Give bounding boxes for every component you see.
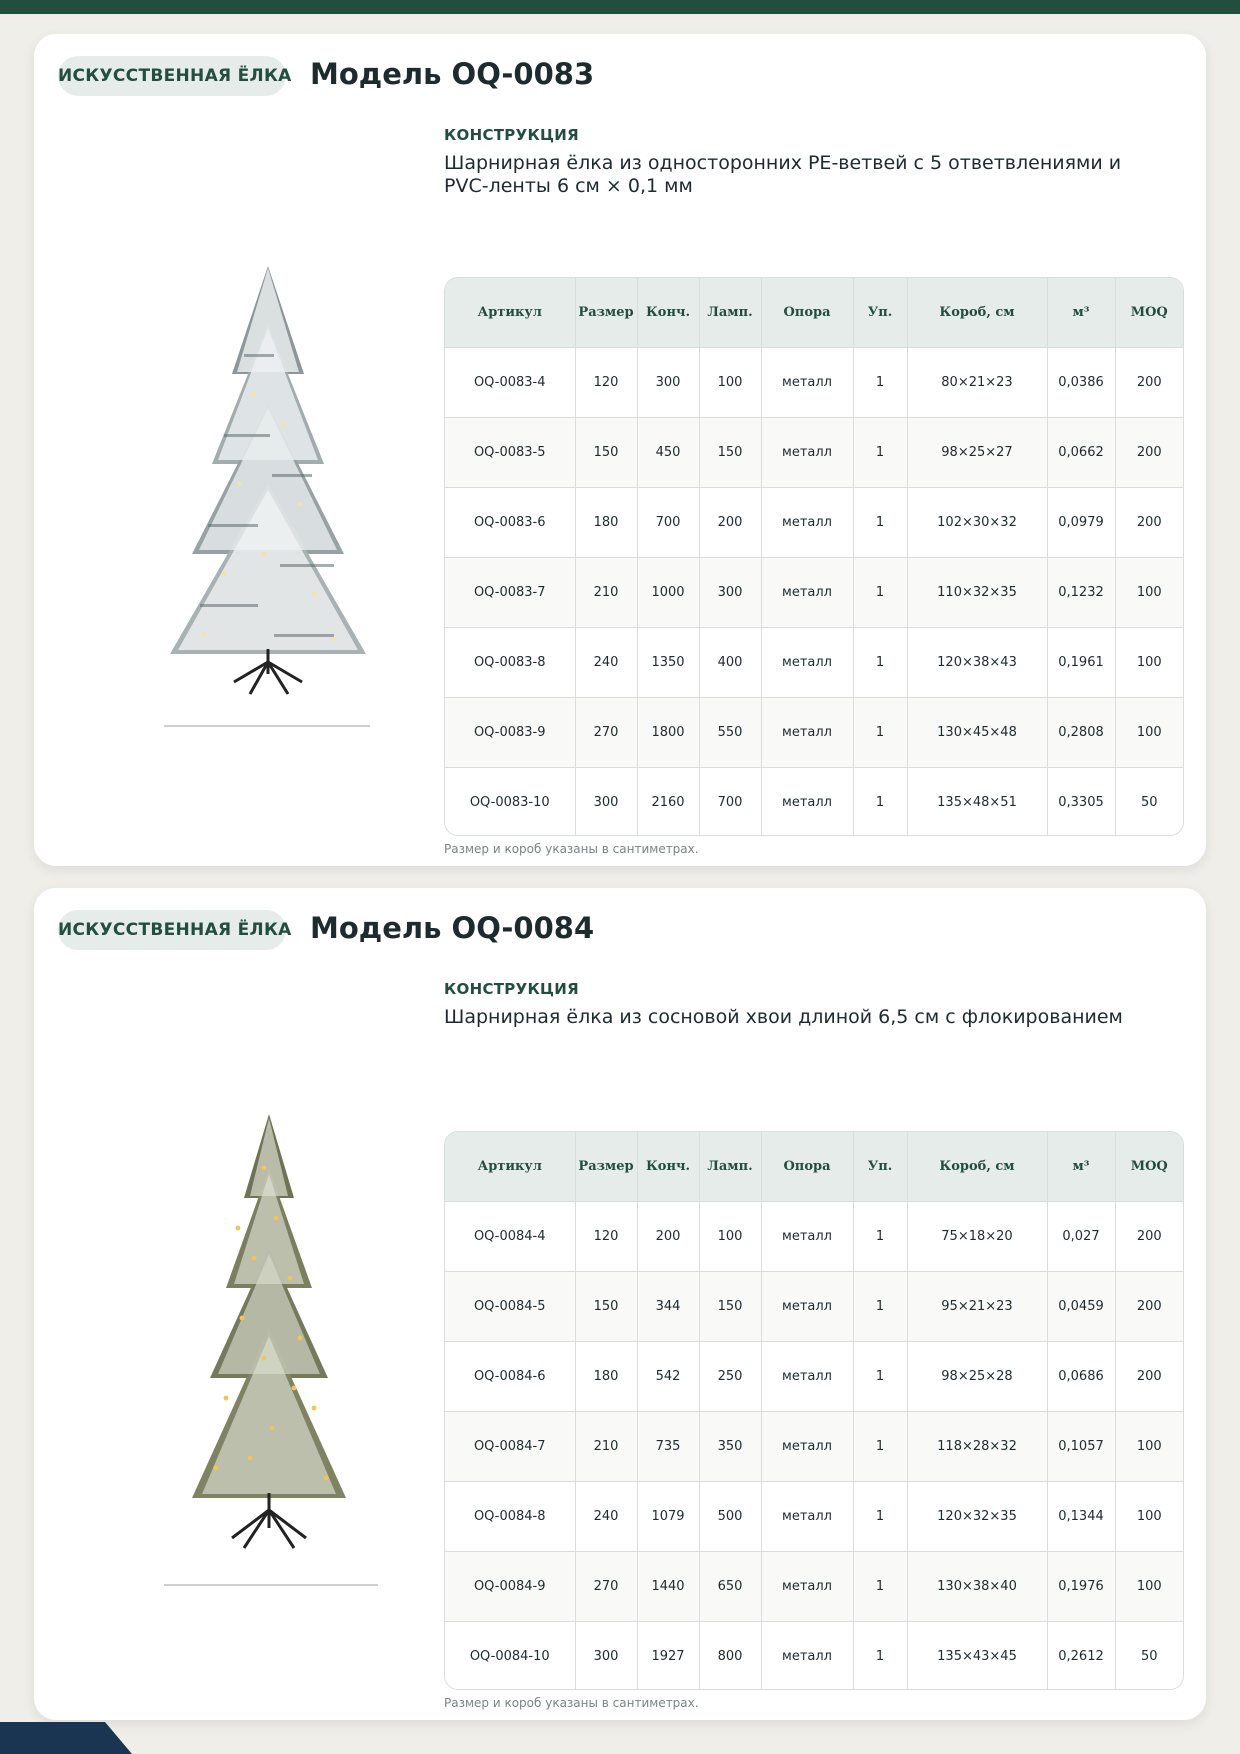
table-cell: 800	[699, 1622, 761, 1691]
table-footnote: Размер и короб указаны в сантиметрах.	[444, 1696, 699, 1710]
table-row	[445, 1202, 1183, 1272]
table-cell: 0,1976	[1047, 1552, 1115, 1622]
table-row	[445, 628, 1183, 698]
product-title: Модель OQ-0084	[310, 911, 595, 945]
table-cell: 1	[853, 1412, 907, 1482]
table-cell: 75×18×20	[907, 1202, 1047, 1272]
table-cell: 2160	[637, 768, 699, 837]
table-row	[445, 1342, 1183, 1412]
table-cell: 80×21×23	[907, 348, 1047, 418]
product-card	[34, 888, 1206, 1720]
table-row	[445, 768, 1183, 837]
tree-image	[104, 1108, 404, 1588]
category-badge: ИСКУССТВЕННАЯ ЁЛКА	[58, 910, 286, 950]
table-cell: OQ-0084-10	[445, 1622, 575, 1691]
column-header: Артикул	[445, 1132, 575, 1202]
table-cell: OQ-0083-6	[445, 488, 575, 558]
table-cell: 400	[699, 628, 761, 698]
top-accent-bar	[0, 0, 1240, 14]
table-cell: OQ-0083-10	[445, 768, 575, 837]
table-cell: 250	[699, 1342, 761, 1412]
table-cell: 200	[1115, 1202, 1183, 1272]
table-cell: 1800	[637, 698, 699, 768]
table-body	[445, 1202, 1183, 1691]
table-cell: 200	[1115, 348, 1183, 418]
table-cell: 270	[575, 1552, 637, 1622]
column-header: Конч.	[637, 278, 699, 348]
table-cell: металл	[761, 1412, 853, 1482]
table-cell: OQ-0084-8	[445, 1482, 575, 1552]
table-cell: металл	[761, 628, 853, 698]
table-cell: 1	[853, 1272, 907, 1342]
table-cell: OQ-0083-8	[445, 628, 575, 698]
flocked-lit-pine-tree-icon	[104, 1108, 404, 1588]
table-row	[445, 1412, 1183, 1482]
table-cell: 100	[699, 1202, 761, 1272]
table-cell: 1	[853, 768, 907, 837]
column-header: MOQ	[1115, 1132, 1183, 1202]
table-header-row	[445, 278, 1183, 348]
table-cell: 50	[1115, 1622, 1183, 1691]
table-cell: 100	[1115, 558, 1183, 628]
table-cell: 1	[853, 1622, 907, 1691]
table-cell: 200	[699, 488, 761, 558]
table-cell: OQ-0084-6	[445, 1342, 575, 1412]
table-cell: 1927	[637, 1622, 699, 1691]
table-cell: 500	[699, 1482, 761, 1552]
table-cell: 344	[637, 1272, 699, 1342]
table-cell: 118×28×32	[907, 1412, 1047, 1482]
table-cell: 1	[853, 488, 907, 558]
table-cell: 130×38×40	[907, 1552, 1047, 1622]
table-cell: 0,3305	[1047, 768, 1115, 837]
table-cell: 200	[637, 1202, 699, 1272]
table-cell: OQ-0084-7	[445, 1412, 575, 1482]
table-cell: 98×25×28	[907, 1342, 1047, 1412]
column-header: Короб, см	[907, 278, 1047, 348]
table-cell: 1440	[637, 1552, 699, 1622]
table-cell: 300	[699, 558, 761, 628]
table-cell: 0,1057	[1047, 1412, 1115, 1482]
table-cell: 240	[575, 628, 637, 698]
column-header: Ламп.	[699, 1132, 761, 1202]
table-cell: 0,2612	[1047, 1622, 1115, 1691]
table-cell: 200	[1115, 1342, 1183, 1412]
table-cell: 0,0979	[1047, 488, 1115, 558]
table-cell: 102×30×32	[907, 488, 1047, 558]
table-cell: металл	[761, 348, 853, 418]
table-cell: 100	[1115, 1482, 1183, 1552]
table-cell: 240	[575, 1482, 637, 1552]
table-cell: 0,2808	[1047, 698, 1115, 768]
column-header: Опора	[761, 278, 853, 348]
table-cell: металл	[761, 1482, 853, 1552]
column-header: Опора	[761, 1132, 853, 1202]
table-cell: 180	[575, 1342, 637, 1412]
table-cell: 98×25×27	[907, 418, 1047, 488]
tree-foliage	[192, 1114, 346, 1498]
table-cell: 210	[575, 558, 637, 628]
table-cell: OQ-0083-4	[445, 348, 575, 418]
table-cell: 100	[1115, 1552, 1183, 1622]
table-cell: 1079	[637, 1482, 699, 1552]
table-cell: 650	[699, 1552, 761, 1622]
table-cell: 120×32×35	[907, 1482, 1047, 1552]
table-cell: 0,0686	[1047, 1342, 1115, 1412]
table-cell: 0,0386	[1047, 348, 1115, 418]
tree-foliage	[170, 266, 366, 654]
construction-description: Шарнирная ёлка из односторонних PE-ветвей с 5 ответвлениями и PVC-ленты 6 см × 0,1 мм	[444, 152, 1122, 197]
column-header: Размер	[575, 278, 637, 348]
table-cell: металл	[761, 488, 853, 558]
table-cell: 120	[575, 1202, 637, 1272]
table-cell: 300	[637, 348, 699, 418]
table-cell: 0,1232	[1047, 558, 1115, 628]
table-cell: 1	[853, 1552, 907, 1622]
table-row	[445, 558, 1183, 628]
table-cell: металл	[761, 1342, 853, 1412]
table-cell: 0,1344	[1047, 1482, 1115, 1552]
table-cell: 1000	[637, 558, 699, 628]
table-row	[445, 348, 1183, 418]
table-cell: металл	[761, 1202, 853, 1272]
table-cell: 1	[853, 558, 907, 628]
column-header: Уп.	[853, 1132, 907, 1202]
category-badge: ИСКУССТВЕННАЯ ЁЛКА	[58, 56, 286, 96]
table-row	[445, 1272, 1183, 1342]
table-cell: 150	[699, 1272, 761, 1342]
column-header: Артикул	[445, 278, 575, 348]
table-cell: 50	[1115, 768, 1183, 837]
table-cell: 1	[853, 348, 907, 418]
table-row	[445, 1552, 1183, 1622]
table-cell: 1	[853, 418, 907, 488]
table-cell: 150	[575, 1272, 637, 1342]
table-row	[445, 1482, 1183, 1552]
table-cell: 700	[699, 768, 761, 837]
table-cell: 550	[699, 698, 761, 768]
table-cell: 100	[1115, 628, 1183, 698]
table-cell: 120	[575, 348, 637, 418]
table-cell: металл	[761, 1622, 853, 1691]
table-cell: 100	[1115, 1412, 1183, 1482]
table-cell: 1	[853, 628, 907, 698]
table-cell: 300	[575, 768, 637, 837]
table-cell: 700	[637, 488, 699, 558]
corner-accent	[0, 1722, 132, 1754]
column-header: Короб, см	[907, 1132, 1047, 1202]
table-cell: OQ-0083-5	[445, 418, 575, 488]
table-cell: металл	[761, 768, 853, 837]
table-cell: 1	[853, 698, 907, 768]
table-footnote: Размер и короб указаны в сантиметрах.	[444, 842, 699, 856]
table-cell: 300	[575, 1622, 637, 1691]
table-cell: 120×38×43	[907, 628, 1047, 698]
column-header: Размер	[575, 1132, 637, 1202]
table-cell: металл	[761, 558, 853, 628]
column-header: м³	[1047, 278, 1115, 348]
table-cell: 150	[699, 418, 761, 488]
table-cell: 1	[853, 1482, 907, 1552]
column-header: MOQ	[1115, 278, 1183, 348]
construction-description: Шарнирная ёлка из сосновой хвои длиной 6,5 см с флокированием	[444, 1006, 1123, 1028]
specs-table	[444, 1131, 1184, 1690]
table-cell: 0,1961	[1047, 628, 1115, 698]
table-cell: металл	[761, 1272, 853, 1342]
table-cell: 0,0459	[1047, 1272, 1115, 1342]
table-cell: 270	[575, 698, 637, 768]
table-cell: 1	[853, 1202, 907, 1272]
table-cell: 150	[575, 418, 637, 488]
table-cell: 200	[1115, 418, 1183, 488]
specs-table	[444, 277, 1184, 836]
table-cell: 450	[637, 418, 699, 488]
table-body	[445, 348, 1183, 837]
table-cell: 110×32×35	[907, 558, 1047, 628]
section-label: КОНСТРУКЦИЯ	[444, 980, 579, 998]
table-cell: 210	[575, 1412, 637, 1482]
product-title: Модель OQ-0083	[310, 57, 595, 91]
table-cell: 180	[575, 488, 637, 558]
table-cell: металл	[761, 1552, 853, 1622]
table-header-row	[445, 1132, 1183, 1202]
table-cell: 1	[853, 1342, 907, 1412]
table-cell: 735	[637, 1412, 699, 1482]
column-header: Уп.	[853, 278, 907, 348]
product-card	[34, 34, 1206, 866]
table-cell: OQ-0083-9	[445, 698, 575, 768]
table-cell: 95×21×23	[907, 1272, 1047, 1342]
column-header: Конч.	[637, 1132, 699, 1202]
table-row	[445, 488, 1183, 558]
table-cell: 200	[1115, 1272, 1183, 1342]
table-cell: 0,0662	[1047, 418, 1115, 488]
table-cell: OQ-0084-4	[445, 1202, 575, 1272]
table-cell: 135×48×51	[907, 768, 1047, 837]
table-cell: 100	[699, 348, 761, 418]
table-cell: 542	[637, 1342, 699, 1412]
table-row	[445, 698, 1183, 768]
table-cell: 135×43×45	[907, 1622, 1047, 1691]
tree-stand	[234, 649, 302, 694]
snow-flocked-tree-icon	[104, 254, 404, 734]
table-cell: 0,027	[1047, 1202, 1115, 1272]
table-row	[445, 1622, 1183, 1691]
table-cell: 1350	[637, 628, 699, 698]
column-header: м³	[1047, 1132, 1115, 1202]
table-cell: OQ-0083-7	[445, 558, 575, 628]
tree-stand	[232, 1493, 306, 1548]
tree-image	[104, 254, 404, 734]
table-cell: 100	[1115, 698, 1183, 768]
table-cell: металл	[761, 418, 853, 488]
table-cell: 200	[1115, 488, 1183, 558]
column-header: Ламп.	[699, 278, 761, 348]
table-row	[445, 418, 1183, 488]
table-cell: OQ-0084-9	[445, 1552, 575, 1622]
table-cell: OQ-0084-5	[445, 1272, 575, 1342]
table-cell: 130×45×48	[907, 698, 1047, 768]
table-cell: металл	[761, 698, 853, 768]
section-label: КОНСТРУКЦИЯ	[444, 126, 579, 144]
table-cell: 350	[699, 1412, 761, 1482]
